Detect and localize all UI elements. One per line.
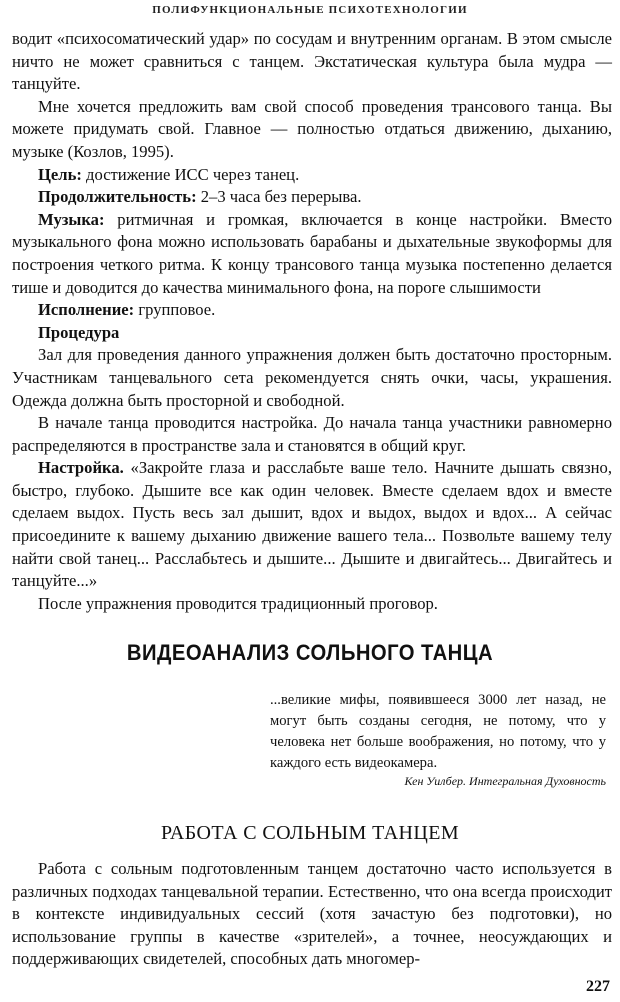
subsection-title: РАБОТА С СОЛЬНЫМ ТАНЦЕМ xyxy=(160,822,460,844)
paragraph xyxy=(12,322,612,345)
paragraph xyxy=(12,164,612,187)
paragraph xyxy=(12,28,612,96)
paragraph xyxy=(12,186,612,209)
paragraph xyxy=(12,209,612,299)
paragraph-text: водит «психосоматический удар» по сосудам и внутренним органам. В этом смысле ничто не может сравниться с танцем. Экстатическая культура была мудра — танцуйте. xyxy=(12,29,612,94)
paragraph-text: групповое. xyxy=(134,300,216,320)
page-number: 227 xyxy=(586,978,610,995)
paragraph-text: достижение ИСС через танец. xyxy=(81,164,300,184)
paragraph-label: Продолжительность: xyxy=(38,187,197,207)
paragraph-text: После упражнения проводится традиционный проговор. xyxy=(38,593,438,613)
paragraph xyxy=(12,344,612,412)
paragraph-label: Музыка: xyxy=(38,209,105,229)
paragraph-text: Зал для проведения данного упражнения должен быть достаточно просторным. Участникам танцевального сета рекомендуется снять очки, часы, украшения. Одежда должна быть просторной и свободной. xyxy=(12,345,612,410)
paragraph xyxy=(12,96,612,164)
paragraph-label: Настройка. xyxy=(38,458,124,478)
paragraph-label: Исполнение: xyxy=(38,300,135,320)
paragraph-text: Мне хочется предложить вам свой способ проведения трансового танца. Вы можете придумать свой. Главное — полностью отдаться движению, дыханию, музыке (Козлов, 1995). xyxy=(12,96,612,161)
paragraph-label: Процедура xyxy=(38,322,120,342)
body-text-continued xyxy=(12,858,612,971)
section-title: ВИДЕОАНАЛИЗ СОЛЬНОГО ТАНЦА xyxy=(126,640,494,665)
paragraph-text: «Закройте глаза и расслабьте ваше тело. Начните дышать связно, быстро, глубоко. Дышите все как один человек. Вместе сделаем вдох и вместе сделаем выдох. Пусть весь зал дышит, вдох и выдох, выдох и вдох... А сейчас присоедините к вашему дыханию движение вашего тела... Позвольте вашему телу найти свой танец... Расслабьтесь и дышите... Дышите и двигайтесь... Двигайтесь и танцуйте...» xyxy=(12,458,612,591)
epigraph-source: Кен Уилбер. Интегральная Духовность xyxy=(404,774,606,788)
paragraph-text: В начале танца проводится настройка. До начала танца участники равномерно распределяются в пространстве зала и становятся в общий круг. xyxy=(12,413,612,455)
paragraph xyxy=(12,457,612,593)
paragraph-text: ритмичная и громкая, включается в конце настройки. Вместо музыкального фона можно использовать барабаны и дыхательные звукоформы для построения четкого ритма. К концу трансового танца музыка постепенно делается тише и доводится до качества минимального фона, на пороге слышимости xyxy=(12,209,612,297)
running-head: ПОЛИФУНКЦИОНАЛЬНЫЕ ПСИХОТЕХНОЛОГИИ xyxy=(152,4,468,16)
paragraph xyxy=(12,412,612,457)
paragraph: Работа с сольным подготовленным танцем достаточно часто используется в различных подходах танцевальной терапии. Естественно, что она всегда происходит в контексте индивидуальных сессий (хотя зачастую без подготовки), но использование группы в качестве «зрителей», а точнее, неосуждающих и поддерживающих свидетелей, способных дать многомер- xyxy=(12,859,612,969)
paragraph xyxy=(12,299,612,322)
paragraph-label: Цель: xyxy=(38,164,82,184)
paragraph-text: 2–3 часа без перерыва. xyxy=(196,187,362,207)
body-text xyxy=(12,28,612,615)
paragraph xyxy=(12,593,612,616)
epigraph: ...великие мифы, появившееся 3000 лет назад, не могут быть созданы сегодня, не потому, что у человека нет больше воображения, но потому, что у каждого есть видеокамера. xyxy=(270,692,606,771)
